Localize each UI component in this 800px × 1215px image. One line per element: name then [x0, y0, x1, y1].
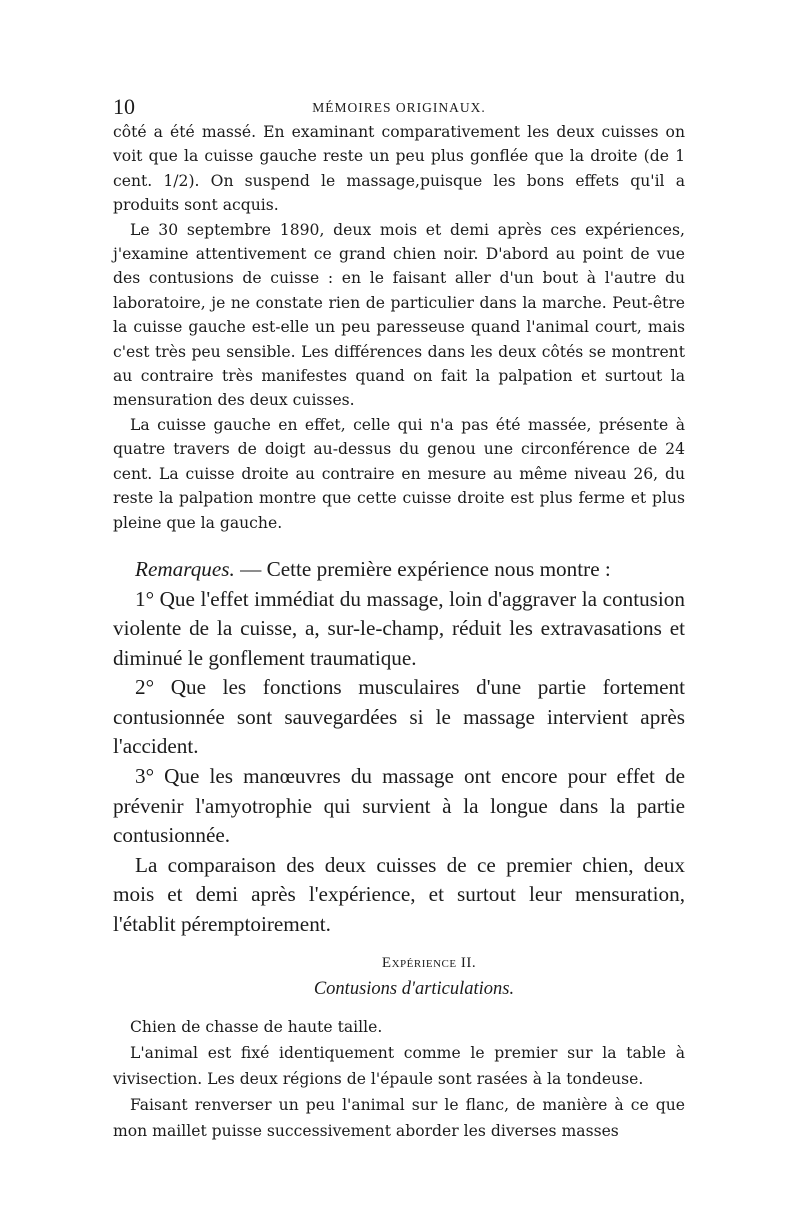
experiment-subheading: Contusions d'articulations.: [313, 978, 515, 999]
paragraph: La cuisse gauche en effet, celle qui n'a pas été massée, présente à quatre travers de doigt au-dessus du genou une circonférence de 24 cent. La cuisse droite au contraire en mesure au même niveau 26, du reste la palpation montre que cette cuisse droite est plus ferme et plus pleine que la gauche.: [113, 415, 685, 532]
experiment-heading: Expérience II.: [381, 954, 477, 971]
page-number: 10: [113, 94, 135, 119]
paragraph: L'animal est fixé identiquement comme le premier sur la table à vivisection. Les deux régions de l'épaule sont rasées à la tondeuse.: [113, 1043, 685, 1089]
remark-item: 2° Que les fonctions musculaires d'une partie fortement contusionnée sont sauvegardées si le massage intervient après l'accident.: [113, 675, 685, 759]
observation-text: [113, 120, 685, 535]
paragraph: côté a été massé. En examinant comparativement les deux cuisses on voit que la cuisse gauche reste un peu plus gonflée que la droite (de 1 cent. 1/2). On suspend le massage,puisque les bons effets qu'il a produits sont acquis.: [113, 123, 685, 215]
remarks-label: Remarques.: [135, 556, 235, 581]
paragraph: Le 30 septembre 1890, deux mois et demi après ces expériences, j'examine attentivement ce grand chien noir. D'abord au point de vue des contusions de cuisse : en le faisant aller d'un bout à l'autre du laboratoire, je ne constate rien de particulier dans la marche. Peut-être la cuisse gauche est-elle un peu paresseuse quand l'animal court, mais c'est très peu sensible. Les différences dans les deux côtés se montrent au contraire très manifestes quand on fait la palpation et surtout la mensuration des deux cuisses.: [113, 220, 685, 410]
experiment-text: [113, 1014, 685, 1145]
remarks-intro-text: — Cette première expérience nous montre :: [234, 556, 611, 581]
remark-item: 1° Que l'effet immédiat du massage, loin d'aggraver la contusion violente de la cuisse, a, sur-le-champ, réduit les extravasations et diminué le gonflement traumatique.: [113, 586, 685, 670]
paragraph: Faisant renverser un peu l'animal sur le flanc, de manière à ce que mon maillet puisse successivement aborder les diverses masses: [113, 1096, 685, 1141]
paragraph: Chien de chasse de haute taille.: [130, 1017, 383, 1036]
remark-conclusion: La comparaison des deux cuisses de ce premier chien, deux mois et demi après l'expérience, et surtout leur mensuration, l'établit péremptoirement.: [113, 852, 685, 937]
running-title: MÉMOIRES ORIGINAUX.: [312, 100, 486, 115]
remarks-intro: [113, 555, 685, 585]
experiment-heading-block: [113, 950, 685, 1002]
remark-item: 3° Que les manœuvres du massage ont encore pour effet de prévenir l'amyotrophie qui survient à la longue dans la partie contusionnée.: [113, 764, 685, 848]
remarks-section: [113, 555, 685, 940]
book-page: [113, 92, 685, 1145]
running-head: [113, 92, 685, 120]
